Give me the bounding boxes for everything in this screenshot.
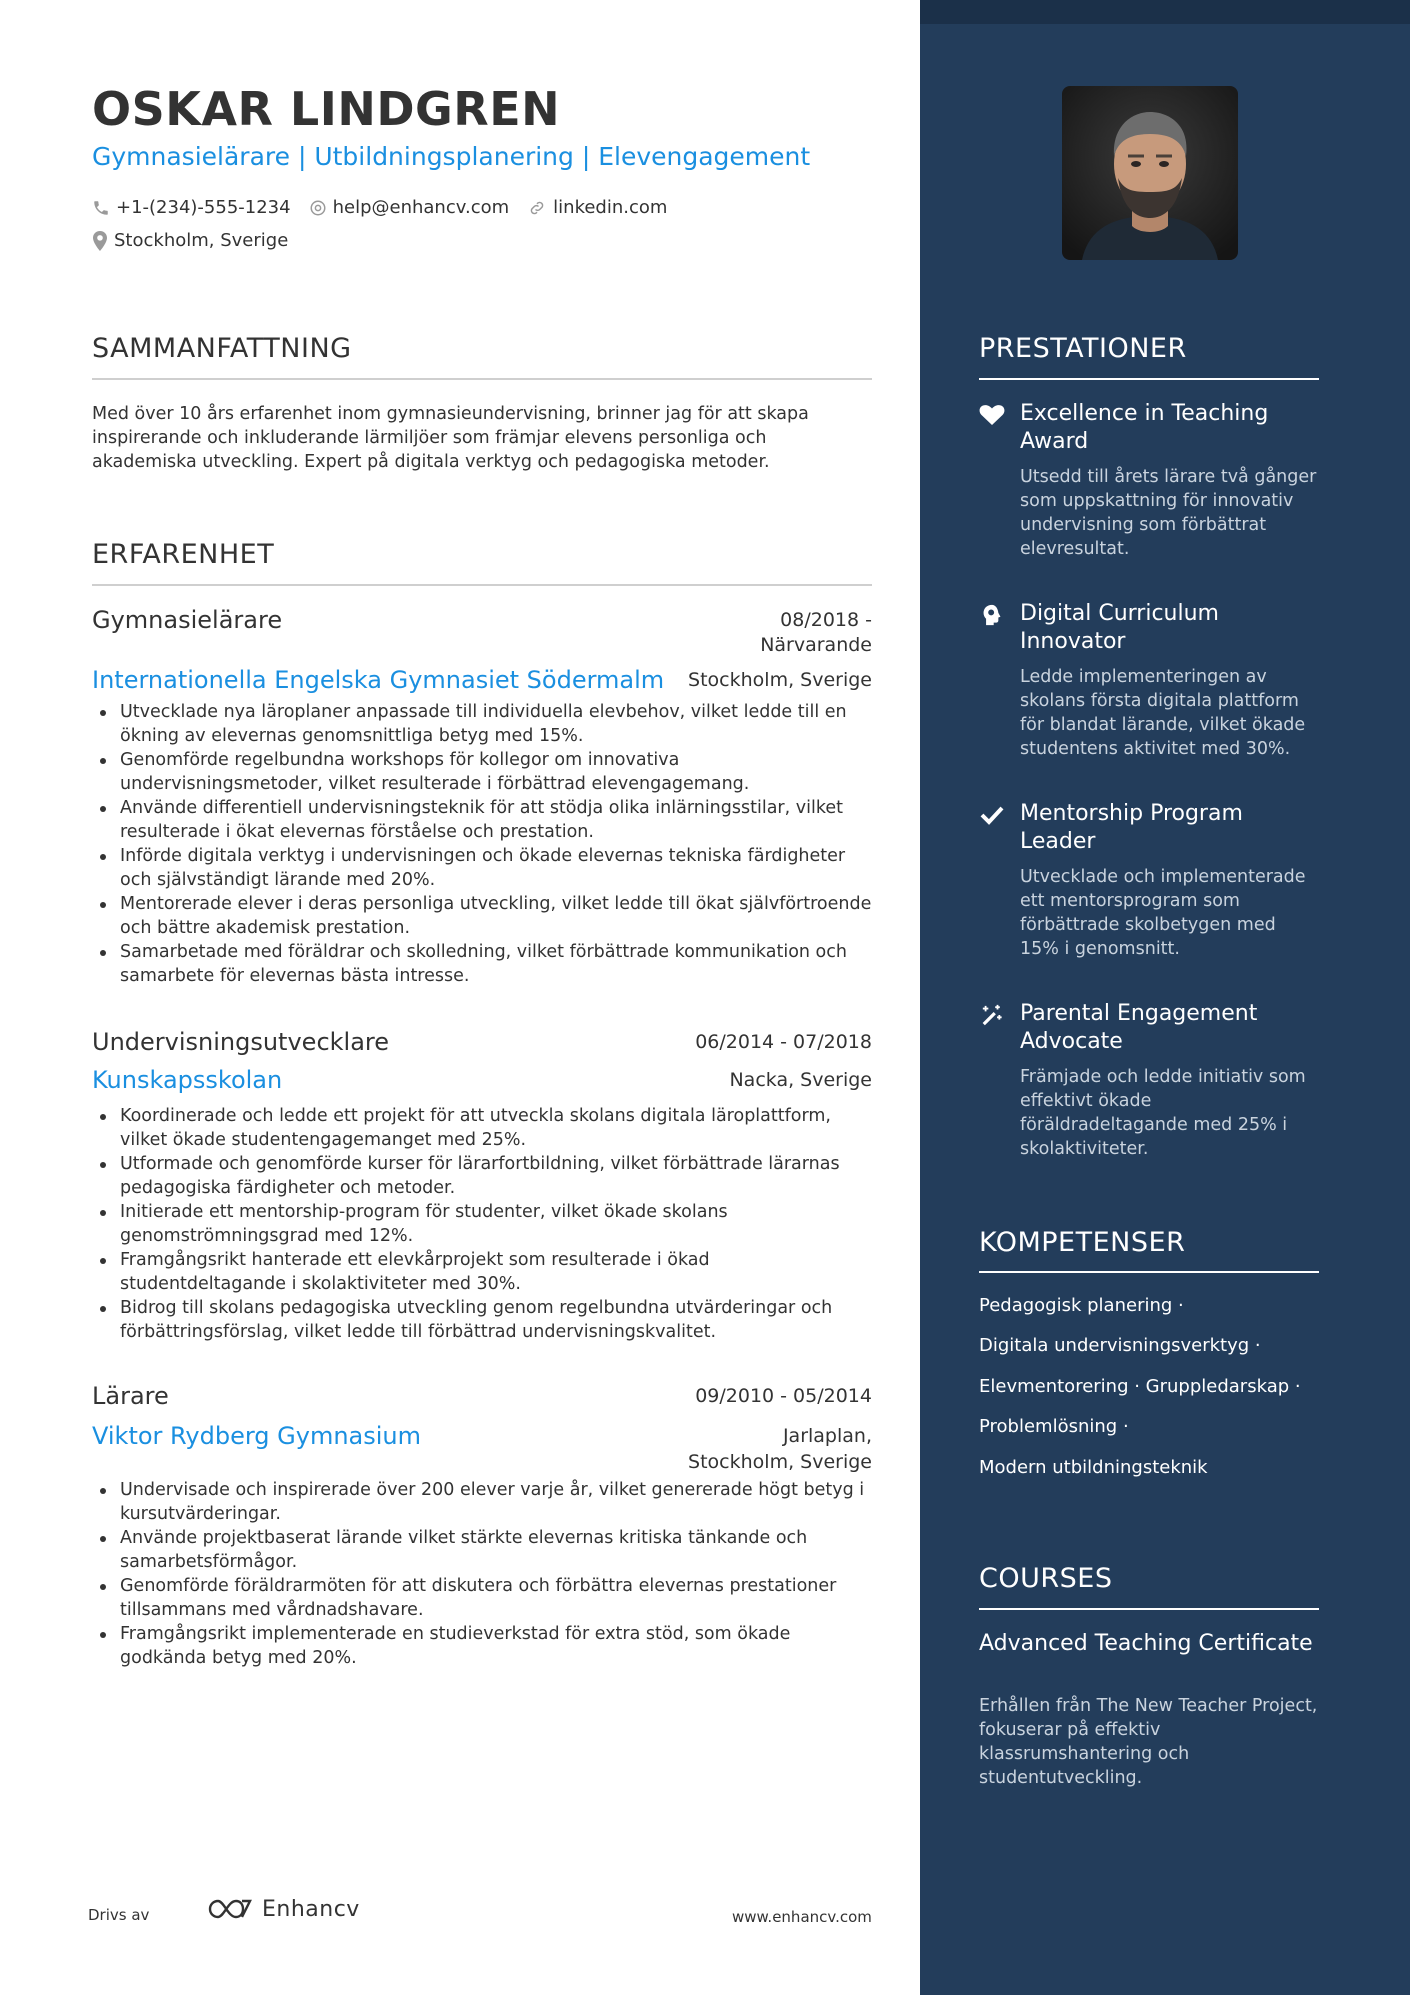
contact-phone — [92, 197, 291, 218]
job-date — [695, 1384, 872, 1409]
job-title: Gymnasielärare — [92, 606, 283, 634]
skill-line: Problemlösning · — [979, 1416, 1129, 1437]
course-title: Advanced Teaching Certificate — [979, 1631, 1313, 1656]
job-bullets — [92, 700, 872, 988]
course-desc: Erhållen från The New Teacher Project, fokuserar på effektiv klassrumshantering och studentutveckling. — [979, 1696, 1318, 1788]
job-date-line: 08/2018 - — [780, 609, 872, 631]
phone-text: +1-(234)-555-1234 — [116, 197, 291, 218]
summary-divider — [92, 378, 872, 380]
head-lightbulb-icon — [979, 604, 1005, 626]
bullet-item: Framgångsrikt implementerade en studieverkstad för extra stöd, som ökade godkända betyg med 20%. — [92, 1622, 872, 1670]
achievement-desc: Utvecklade och implementerade ett mentorsprogram som förbättrade skolbetygen med 15% i genomsnitt. — [1020, 867, 1306, 959]
achievement-title: Mentorship Program Leader — [1020, 801, 1243, 854]
skill-line: Modern utbildningsteknik — [979, 1457, 1208, 1478]
job-header — [92, 606, 872, 656]
job-location: Nacka, Sverige — [729, 1069, 872, 1091]
skill-line: Digitala undervisningsverktyg · — [979, 1335, 1261, 1356]
skill-line: Elevmentorering · Gruppledarskap · — [979, 1376, 1301, 1397]
sidebar-top-bar — [920, 0, 1410, 24]
link-icon — [527, 199, 547, 217]
job-company: Viktor Rydberg Gymnasium — [92, 1422, 422, 1450]
achievement-item — [979, 1000, 1319, 1170]
bullet-item: Samarbetade med föräldrar och skolledning, vilket förbättrade kommunikation och samarbete för elevernas bästa intresse. — [92, 940, 872, 988]
bullet-item: Mentorerade elever i deras personliga utveckling, vilket ledde till ökat självförtroende och bättre akademisk prestation. — [92, 892, 872, 940]
skills-divider — [979, 1271, 1319, 1273]
job-location — [688, 1423, 872, 1475]
bullet-item: Framgångsrikt hanterade ett elevkårprojekt som resulterade i ökad studentdeltagande i skolaktiviteter med 30%. — [92, 1248, 872, 1296]
phone-icon — [92, 199, 110, 217]
job-entry — [92, 1382, 872, 1682]
enhancv-logo-text: Enhancv — [262, 1896, 360, 1922]
summary-text: Med över 10 års erfarenhet inom gymnasieundervisning, brinner jag för att skapa inspirerande och inkluderande lärmiljöer som främjar elevens personliga och akademiska utveckling. Expert på digitala verktyg och pedagogiska metoder. — [92, 404, 809, 472]
contact-row — [92, 197, 685, 218]
job-date — [760, 608, 872, 658]
bullet-item: Utvecklade nya läroplaner anpassade till individuella elevbehov, vilket ledde till en ökning av elevernas genomsnittliga betyg med 15%. — [92, 700, 872, 748]
enhancv-logo[interactable] — [206, 1896, 360, 1922]
achievement-item — [979, 800, 1319, 970]
job-entry — [92, 1028, 872, 1348]
summary-title: SAMMANFATTNING — [92, 333, 352, 364]
contact-row-location — [92, 230, 306, 251]
job-date — [695, 1030, 872, 1055]
bullet-item: Införde digitala verktyg i undervisningen och ökade elevernas tekniska färdigheter och självständigt lärande med 20%. — [92, 844, 872, 892]
email-text: help@enhancv.com — [332, 197, 510, 218]
job-company: Internationella Engelska Gymnasiet Södermalm — [92, 666, 665, 694]
job-date-line: 09/2010 - 05/2014 — [695, 1385, 872, 1407]
job-title: Lärare — [92, 1382, 169, 1410]
bullet-item: Använde differentiell undervisningsteknik för att stödja olika inlärningsstilar, vilket resulterade i ökat elevernas förståelse och prestation. — [92, 796, 872, 844]
bullet-item: Initierade ett mentorship-program för studenter, vilket ökade skolans genomströmningsgrad med 12%. — [92, 1200, 872, 1248]
achievement-item — [979, 600, 1319, 770]
bullet-item: Utformade och genomförde kurser för lärarfortbildning, vilket förbättrade lärarnas pedagogiska färdigheter och metoder. — [92, 1152, 872, 1200]
courses-title: COURSES — [979, 1563, 1113, 1594]
contact-email[interactable] — [309, 197, 510, 218]
job-header — [92, 1382, 872, 1416]
achievement-desc: Ledde implementeringen av skolans första digitala plattform för blandat lärande, vilket ökade studentens aktivitet med 30%. — [1020, 667, 1306, 759]
experience-title: ERFARENHET — [92, 539, 275, 570]
achievement-desc: Främjade och ledde initiativ som effektivt ökade föräldradeltagande med 25% i skolaktiviteter. — [1020, 1067, 1306, 1159]
job-location-line: Stockholm, Sverige — [688, 1451, 872, 1473]
powered-by-label: Drivs av — [88, 1906, 150, 1924]
website-link[interactable]: www.enhancv.com — [732, 1908, 872, 1926]
magic-wand-icon — [979, 1004, 1005, 1026]
contact-linkedin[interactable] — [527, 197, 667, 218]
heart-icon — [979, 404, 1005, 426]
job-bullets — [92, 1478, 872, 1670]
achievement-title: Parental Engagement Advocate — [1020, 1001, 1258, 1054]
job-location-line: Jarlaplan, — [782, 1425, 872, 1447]
contact-location — [92, 230, 288, 251]
bullet-item: Koordinerade och ledde ett projekt för att utveckla skolans digitala läroplattform, vilket ökade studentengagemanget med 25%. — [92, 1104, 872, 1152]
experience-divider — [92, 584, 872, 586]
job-entry — [92, 606, 872, 996]
location-pin-icon — [92, 231, 108, 251]
job-location: Stockholm, Sverige — [688, 669, 872, 691]
achievements-divider — [979, 378, 1319, 380]
bullet-item: Genomförde föräldrarmöten för att diskutera och förbättra elevernas prestationer tillsammans med vårdnadshavare. — [92, 1574, 872, 1622]
checkmark-icon — [979, 804, 1005, 826]
job-header — [92, 1028, 872, 1062]
at-icon — [309, 199, 327, 217]
linkedin-text: linkedin.com — [553, 197, 668, 218]
profile-photo-illustration — [1062, 86, 1238, 260]
achievement-item — [979, 400, 1319, 570]
job-title: Undervisningsutvecklare — [92, 1028, 390, 1056]
job-company: Kunskapsskolan — [92, 1066, 283, 1094]
courses-divider — [979, 1608, 1319, 1610]
bullet-item: Undervisade och inspirerade över 200 elever varje år, vilket genererade högt betyg i kursutvärderingar. — [92, 1478, 872, 1526]
bullet-item: Genomförde regelbundna workshops för kollegor om innovativa undervisningsmetoder, vilket resulterade i förbättrad elevengagemang. — [92, 748, 872, 796]
headline: Gymnasielärare | Utbildningsplanering | Elevengagement — [92, 142, 811, 171]
sidebar — [920, 0, 1410, 1995]
job-date-line: Närvarande — [760, 634, 872, 656]
skill-line: Pedagogisk planering · — [979, 1295, 1184, 1316]
bullet-item: Bidrog till skolans pedagogiska utveckling genom regelbundna utvärderingar och förbättringsförslag, vilket ledde till förbättrad undervisningskvalitet. — [92, 1296, 872, 1344]
skills-title: KOMPETENSER — [979, 1227, 1186, 1258]
job-date-line: 06/2014 - 07/2018 — [695, 1031, 872, 1053]
location-text: Stockholm, Sverige — [114, 230, 289, 251]
achievement-desc: Utsedd till årets lärare två gånger som uppskattning för innovativ undervisning som förbättrat elevresultat. — [1020, 467, 1317, 559]
enhancv-logo-icon — [206, 1896, 254, 1922]
achievements-title: PRESTATIONER — [979, 333, 1187, 364]
candidate-name: OSKAR LINDGREN — [92, 82, 561, 136]
achievement-title: Excellence in Teaching Award — [1020, 401, 1269, 454]
profile-photo — [1062, 86, 1238, 260]
bullet-item: Använde projektbaserat lärande vilket stärkte elevernas kritiska tänkande och samarbetsförmågor. — [92, 1526, 872, 1574]
job-bullets — [92, 1104, 872, 1344]
achievement-title: Digital Curriculum Innovator — [1020, 601, 1219, 654]
